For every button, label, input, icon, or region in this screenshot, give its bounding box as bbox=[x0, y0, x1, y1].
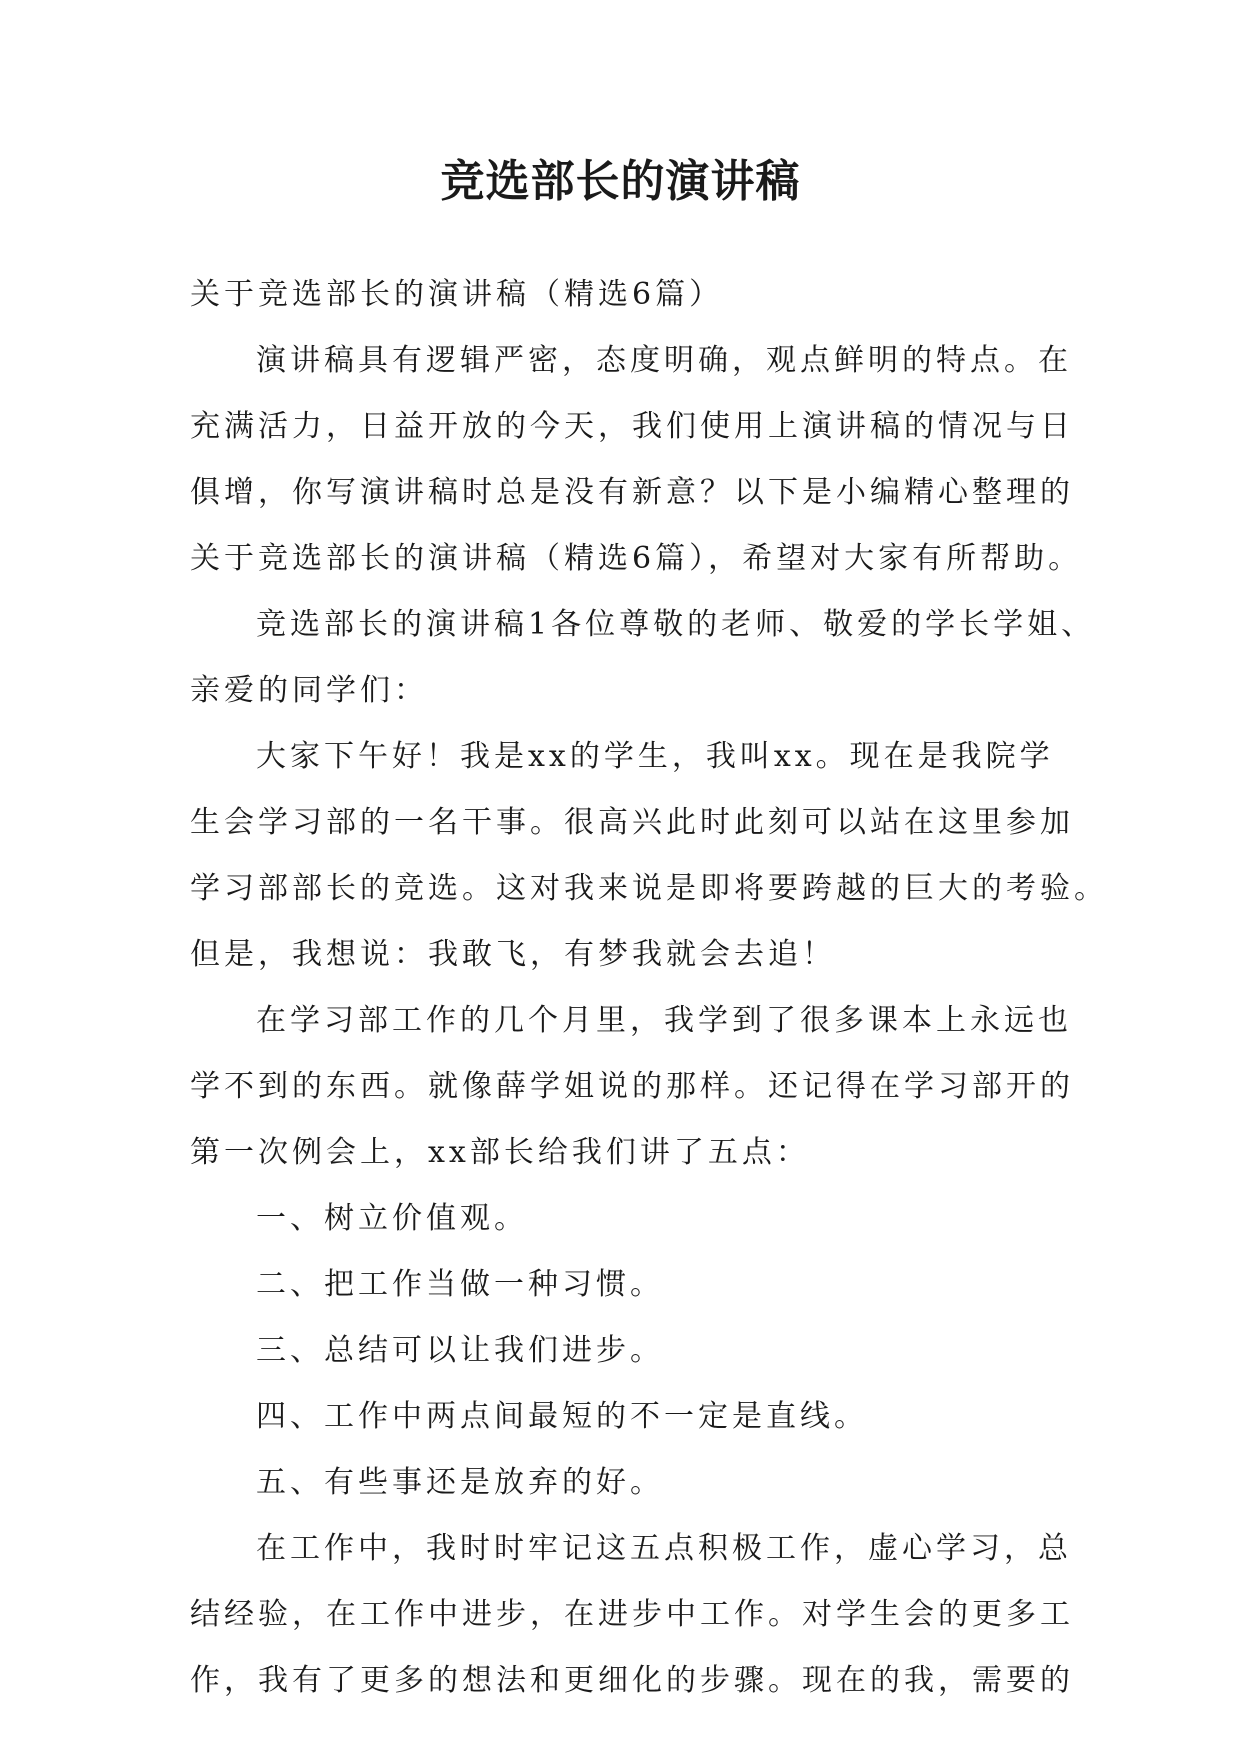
text-line: 二、把工作当做一种习惯。 bbox=[256, 1267, 664, 1302]
text-line: 俱增，你写演讲稿时总是没有新意？以下是小编精心整理的 bbox=[190, 475, 1074, 510]
text-line: 演讲稿具有逻辑严密，态度明确，观点鲜明的特点。在 bbox=[256, 343, 1072, 378]
text-line: 在学习部工作的几个月里，我学到了很多课本上永远也 bbox=[256, 1003, 1072, 1038]
text-line: 一、树立价值观。 bbox=[256, 1201, 528, 1236]
document-title: 竞选部长的演讲稿 bbox=[440, 156, 801, 207]
document-body bbox=[190, 262, 1108, 1714]
text-line: 四、工作中两点间最短的不一定是直线。 bbox=[256, 1399, 868, 1434]
text-line: 结经验，在工作中进步，在进步中工作。对学生会的更多工 bbox=[190, 1597, 1074, 1632]
text-line: 第一次例会上，xx部长给我们讲了五点： bbox=[190, 1135, 810, 1170]
text-line: 三、总结可以让我们进步。 bbox=[256, 1333, 664, 1368]
text-line: 大家下午好！我是xx的学生，我叫xx。现在是我院学 bbox=[256, 739, 1054, 774]
text-line: 关于竞选部长的演讲稿（精选6篇） bbox=[190, 277, 724, 312]
text-line: 学不到的东西。就像薛学姐说的那样。还记得在学习部开的 bbox=[190, 1069, 1074, 1104]
text-line: 但是，我想说：我敢飞，有梦我就会去追！ bbox=[190, 937, 836, 972]
text-line: 亲爱的同学们： bbox=[190, 673, 428, 708]
text-line: 作，我有了更多的想法和更细化的步骤。现在的我，需要的 bbox=[190, 1663, 1074, 1698]
text-line: 生会学习部的一名干事。很高兴此时此刻可以站在这里参加 bbox=[190, 805, 1074, 840]
text-line: 五、有些事还是放弃的好。 bbox=[256, 1465, 664, 1500]
text-line: 关于竞选部长的演讲稿（精选6篇），希望对大家有所帮助。 bbox=[190, 541, 1083, 576]
text-line: 在工作中，我时时牢记这五点积极工作，虚心学习，总 bbox=[256, 1531, 1072, 1566]
text-line: 学习部部长的竞选。这对我来说是即将要跨越的巨大的考验。 bbox=[190, 871, 1108, 906]
text-line: 充满活力，日益开放的今天，我们使用上演讲稿的情况与日 bbox=[190, 409, 1074, 444]
text-line: 竞选部长的演讲稿1各位尊敬的老师、敬爱的学长学姐、 bbox=[256, 607, 1096, 642]
